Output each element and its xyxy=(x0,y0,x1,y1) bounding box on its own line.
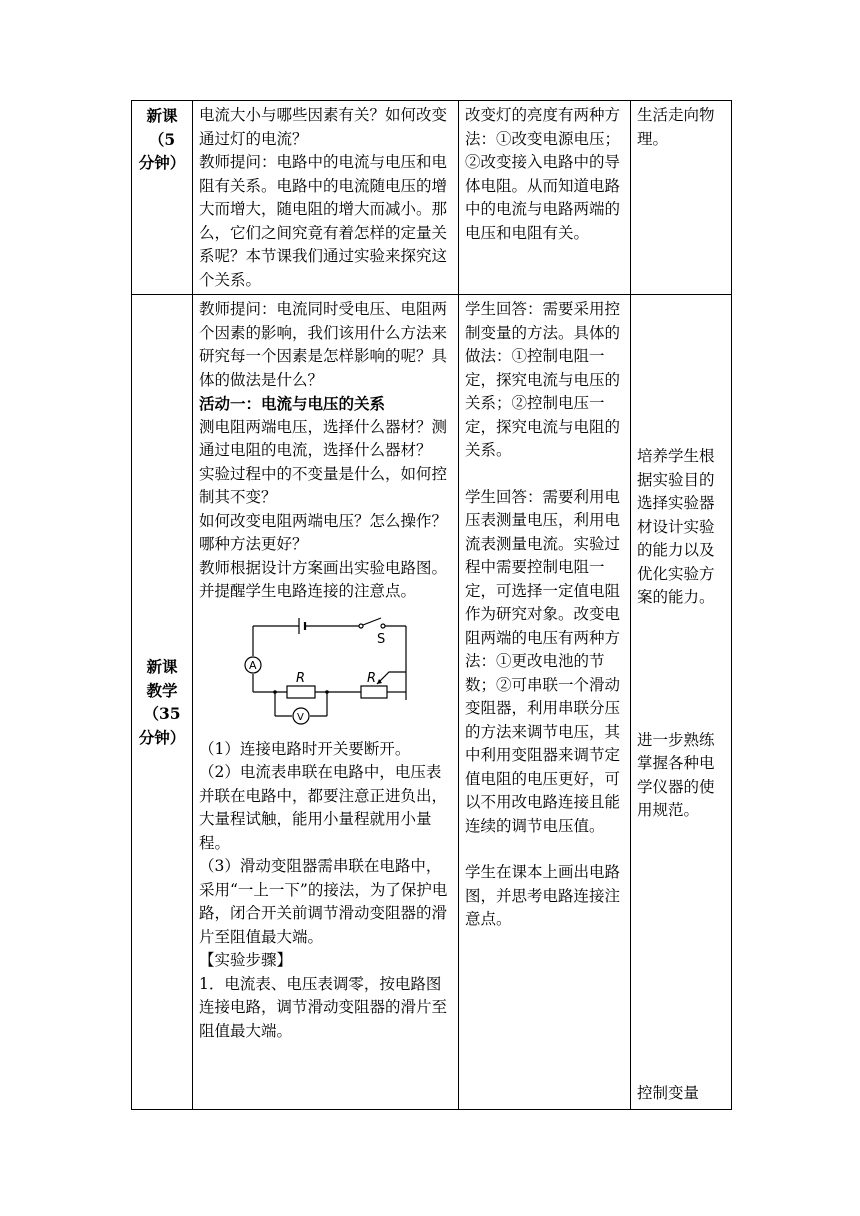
table-row-new-lesson xyxy=(132,295,732,1110)
step-item: 1．电流表、电压表调零，按电路图连接电路，调节滑动变阻器的滑片至阻值最大端。 xyxy=(199,974,448,1040)
steps-title: 【实验步骤】 xyxy=(199,951,293,969)
activity-title: 活动一：电流与电压的关系 xyxy=(199,394,386,413)
stage-label: （35 xyxy=(143,704,181,723)
teacher-activity-cell xyxy=(193,101,459,295)
student-text: 改变灯的亮度有两种方法：①改变电源电压；②改变接入电路中的导体电阻。从而知道电路中的电流与电路两端的电压和电阻有关。 xyxy=(465,106,621,242)
design-intent-cell xyxy=(631,295,732,1110)
resistor-label: R xyxy=(296,670,306,686)
switch-icon xyxy=(359,624,363,628)
teacher-text: 教师提问：电路中的电流与电压和电阻有关系。电路中的电流随电压的增大而增大，随电阻的增大而减小。那么，它们之间究竟有着怎样的定量关系呢？本节课我们通过实验来探究这个关系。 xyxy=(199,153,448,289)
resistor-icon xyxy=(287,686,315,698)
student-answer: 学生在课本上画出电路图，并思考电路连接注意点。 xyxy=(465,863,621,928)
note-item: （3）滑动变阻器需串联在电路中，采用“一上一下”的接法，为了保护电路，闭合开关前调节滑动变阻器的滑片至阻值最大端。 xyxy=(199,857,448,946)
intent-text: 培养学生根据实验目的选择实验器材设计实验的能力以及优化实验方案的能力。 xyxy=(637,447,715,606)
teacher-question: 实验过程中的不变量是什么，如何控制其不变？ xyxy=(199,464,448,506)
junction-dot xyxy=(273,690,277,694)
teacher-text: 教师提问：电流同时受电压、电阻两个因素的影响，我们该用什么方法来研究每一个因素是怎样影响的呢？具体的做法是什么？ xyxy=(199,300,448,389)
teacher-question: 测电阻两端电压，选择什么器材？测通过电阻的电流，选择什么器材？ xyxy=(199,417,448,459)
intent-text: 生活走向物理。 xyxy=(637,106,715,148)
intent-text: 进一步熟练掌握各种电学仪器的使用规范。 xyxy=(637,730,715,819)
junction-dot xyxy=(325,690,329,694)
rheostat-label: R xyxy=(367,670,377,686)
note-item: （2）电流表串联在电路中，电压表并联在电路中，都要注意正进负出，大量程试触，能用小量程就用小量程。 xyxy=(199,763,448,852)
teacher-activity-cell xyxy=(193,295,459,1110)
student-activity-cell xyxy=(459,295,631,1110)
teacher-text: 电流大小与哪些因素有关？如何改变通过灯的电流？ xyxy=(199,106,448,148)
stage-label: 分钟） xyxy=(138,727,186,747)
switch-icon xyxy=(381,624,385,628)
stage-label: 分钟） xyxy=(138,153,186,172)
voltmeter-label: V xyxy=(297,711,304,723)
stage-cell-intro xyxy=(132,101,193,295)
design-intent-cell xyxy=(631,101,732,295)
rheostat-icon xyxy=(361,686,387,698)
intent-text: 控制变量 xyxy=(637,1083,700,1102)
ammeter-label: A xyxy=(249,658,257,672)
teacher-question: 教师根据设计方案画出实验电路图。并提醒学生电路连接的注意点。 xyxy=(199,558,448,600)
stage-label: （5 xyxy=(148,129,176,149)
stage-label: 教学 xyxy=(146,680,178,700)
stage-cell-new-lesson xyxy=(132,295,193,1110)
student-answer: 学生回答：需要利用电压表测量电压，利用电流表测量电流。实验过程中需要控制电阻一定，可选择一定值电阻作为研究对象。改变电阻两端的电压有两种方法：①更改电池的节数；②可串联一个滑动变阻器，利用串联分压的方法来调节电压，其中利用变阻器来调节定值电阻的电压更好，可以不用改电路连接且能连续的调节电压值。 xyxy=(465,487,621,835)
teacher-question: 如何改变电阻两端电压？怎么操作？哪种方法更好？ xyxy=(199,511,448,553)
circuit-diagram xyxy=(241,612,411,732)
note-item: （1）连接电路时开关要断开。 xyxy=(199,739,411,758)
switch-icon xyxy=(363,618,381,625)
student-answer: 学生回答：需要采用控制变量的方法。具体的做法：①控制电阻一定，探究电流与电压的关系；②控制电压一定，探究电流与电阻的关系。 xyxy=(465,300,621,459)
stage-label: 新课 xyxy=(146,106,178,125)
switch-label: S xyxy=(377,631,386,647)
student-activity-cell xyxy=(459,101,631,295)
stage-label: 新课 xyxy=(146,657,178,676)
lesson-plan-table xyxy=(131,100,732,1110)
table-row-intro xyxy=(132,101,732,295)
